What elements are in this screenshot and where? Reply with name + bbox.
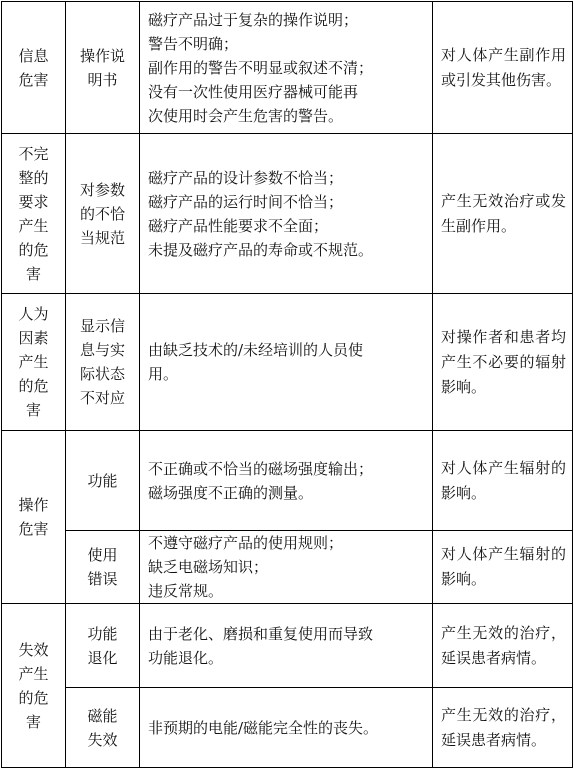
- hazard-subcategory: 功能退化: [87, 624, 118, 667]
- hazard-subcategory-cell: [66, 531, 140, 604]
- cause-line: 不正确或不恰当的磁场强度输出；: [148, 459, 374, 478]
- hazard-category-cell: [2, 294, 66, 431]
- hazard-consequence: 对人体产生辐射的影响。: [433, 431, 573, 531]
- hazard-subcategory: 使用错误: [87, 546, 118, 588]
- cause-line: 由缺乏技术的/未经培训的人员使: [148, 341, 364, 359]
- cause-line: 由于老化、磨损和重复使用而导致: [148, 624, 374, 643]
- cause-line: 功能退化。: [148, 648, 224, 667]
- table-row: [2, 294, 573, 431]
- cause-line: 磁疗产品过于复杂的操作说明；: [148, 10, 359, 29]
- hazard-category-cell: [2, 431, 66, 604]
- hazard-subcategory: 磁能失效: [87, 706, 118, 749]
- hazard-table: [1, 1, 573, 768]
- cause-line: 磁疗产品性能要求不全面；: [148, 216, 329, 235]
- table-row: [2, 2, 573, 134]
- hazard-subcategory-cell: [66, 688, 140, 768]
- hazard-category: 操作危害: [18, 496, 49, 538]
- hazard-subcategory-cell: [66, 431, 140, 531]
- hazard-subcategory: 操作说明书: [79, 46, 125, 89]
- hazard-subcategory: 对参数的不恰当规范: [79, 180, 125, 247]
- hazard-consequence: 对人体产生副作用或引发其他伤害。: [433, 2, 573, 134]
- hazard-causes-cell: [140, 431, 433, 531]
- cause-line: 非预期的电能/磁能完全性的丧失。: [148, 718, 379, 737]
- cause-line: 次使用时会产生危害的警告。: [148, 106, 344, 125]
- hazard-consequence: 产生无效的治疗，延误患者病情。: [433, 688, 573, 768]
- cause-line: 违反常规。: [148, 582, 224, 600]
- hazard-causes-cell: [140, 604, 433, 688]
- hazard-category-cell: [2, 134, 66, 294]
- hazard-causes-cell: [140, 531, 433, 604]
- cause-line: 没有一次性使用医疗器械可能再: [148, 82, 359, 101]
- cause-line: 未提及磁疗产品的寿命或不规范。: [148, 240, 374, 259]
- cause-line: 警告不明确；: [148, 34, 239, 53]
- hazard-consequence: 产生无效治疗或发生副作用。: [433, 134, 573, 294]
- table-row: [2, 134, 573, 294]
- hazard-subcategory-cell: [66, 604, 140, 688]
- hazard-subcategory-cell: [66, 294, 140, 431]
- hazard-subcategory: 显示信息与实际状态不对应: [79, 317, 125, 407]
- hazard-consequence: 对人体产生辐射的影响。: [433, 531, 573, 604]
- hazard-consequence: 产生无效的治疗，延误患者病情。: [433, 604, 573, 688]
- hazard-causes-cell: [140, 688, 433, 768]
- table-row: [2, 604, 573, 688]
- hazard-causes-cell: [140, 134, 433, 294]
- cause-line: 磁疗产品的运行时间不恰当；: [148, 192, 344, 211]
- hazard-subcategory: 功能: [87, 471, 118, 490]
- cause-line: 磁疗产品的设计参数不恰当；: [148, 168, 344, 187]
- hazard-category: 人为因素产生的危害: [18, 305, 49, 419]
- hazard-category-cell: [2, 2, 66, 134]
- hazard-category: 失效产生的危害: [18, 640, 49, 731]
- hazard-category-cell: [2, 604, 66, 768]
- table-row: [2, 431, 573, 531]
- cause-line: 不遵守磁疗产品的使用规则；: [148, 534, 344, 552]
- hazard-subcategory-cell: [66, 134, 140, 294]
- cause-line: 用。: [148, 365, 179, 383]
- hazard-causes-cell: [140, 294, 433, 431]
- cause-line: 磁场强度不正确的测量。: [148, 483, 314, 502]
- hazard-category: 不完整的要求产生的危害: [18, 144, 49, 283]
- hazard-causes-cell: [140, 2, 433, 134]
- cause-line: 副作用的警告不明显或叙述不清；: [148, 58, 374, 77]
- hazard-category: 信息危害: [18, 46, 49, 89]
- table-row: [2, 688, 573, 768]
- hazard-consequence: 对操作者和患者均产生不必要的辐射影响。: [433, 294, 573, 431]
- cause-line: 缺乏电磁场知识；: [148, 558, 269, 576]
- table-row: [2, 531, 573, 604]
- hazard-subcategory-cell: [66, 2, 140, 134]
